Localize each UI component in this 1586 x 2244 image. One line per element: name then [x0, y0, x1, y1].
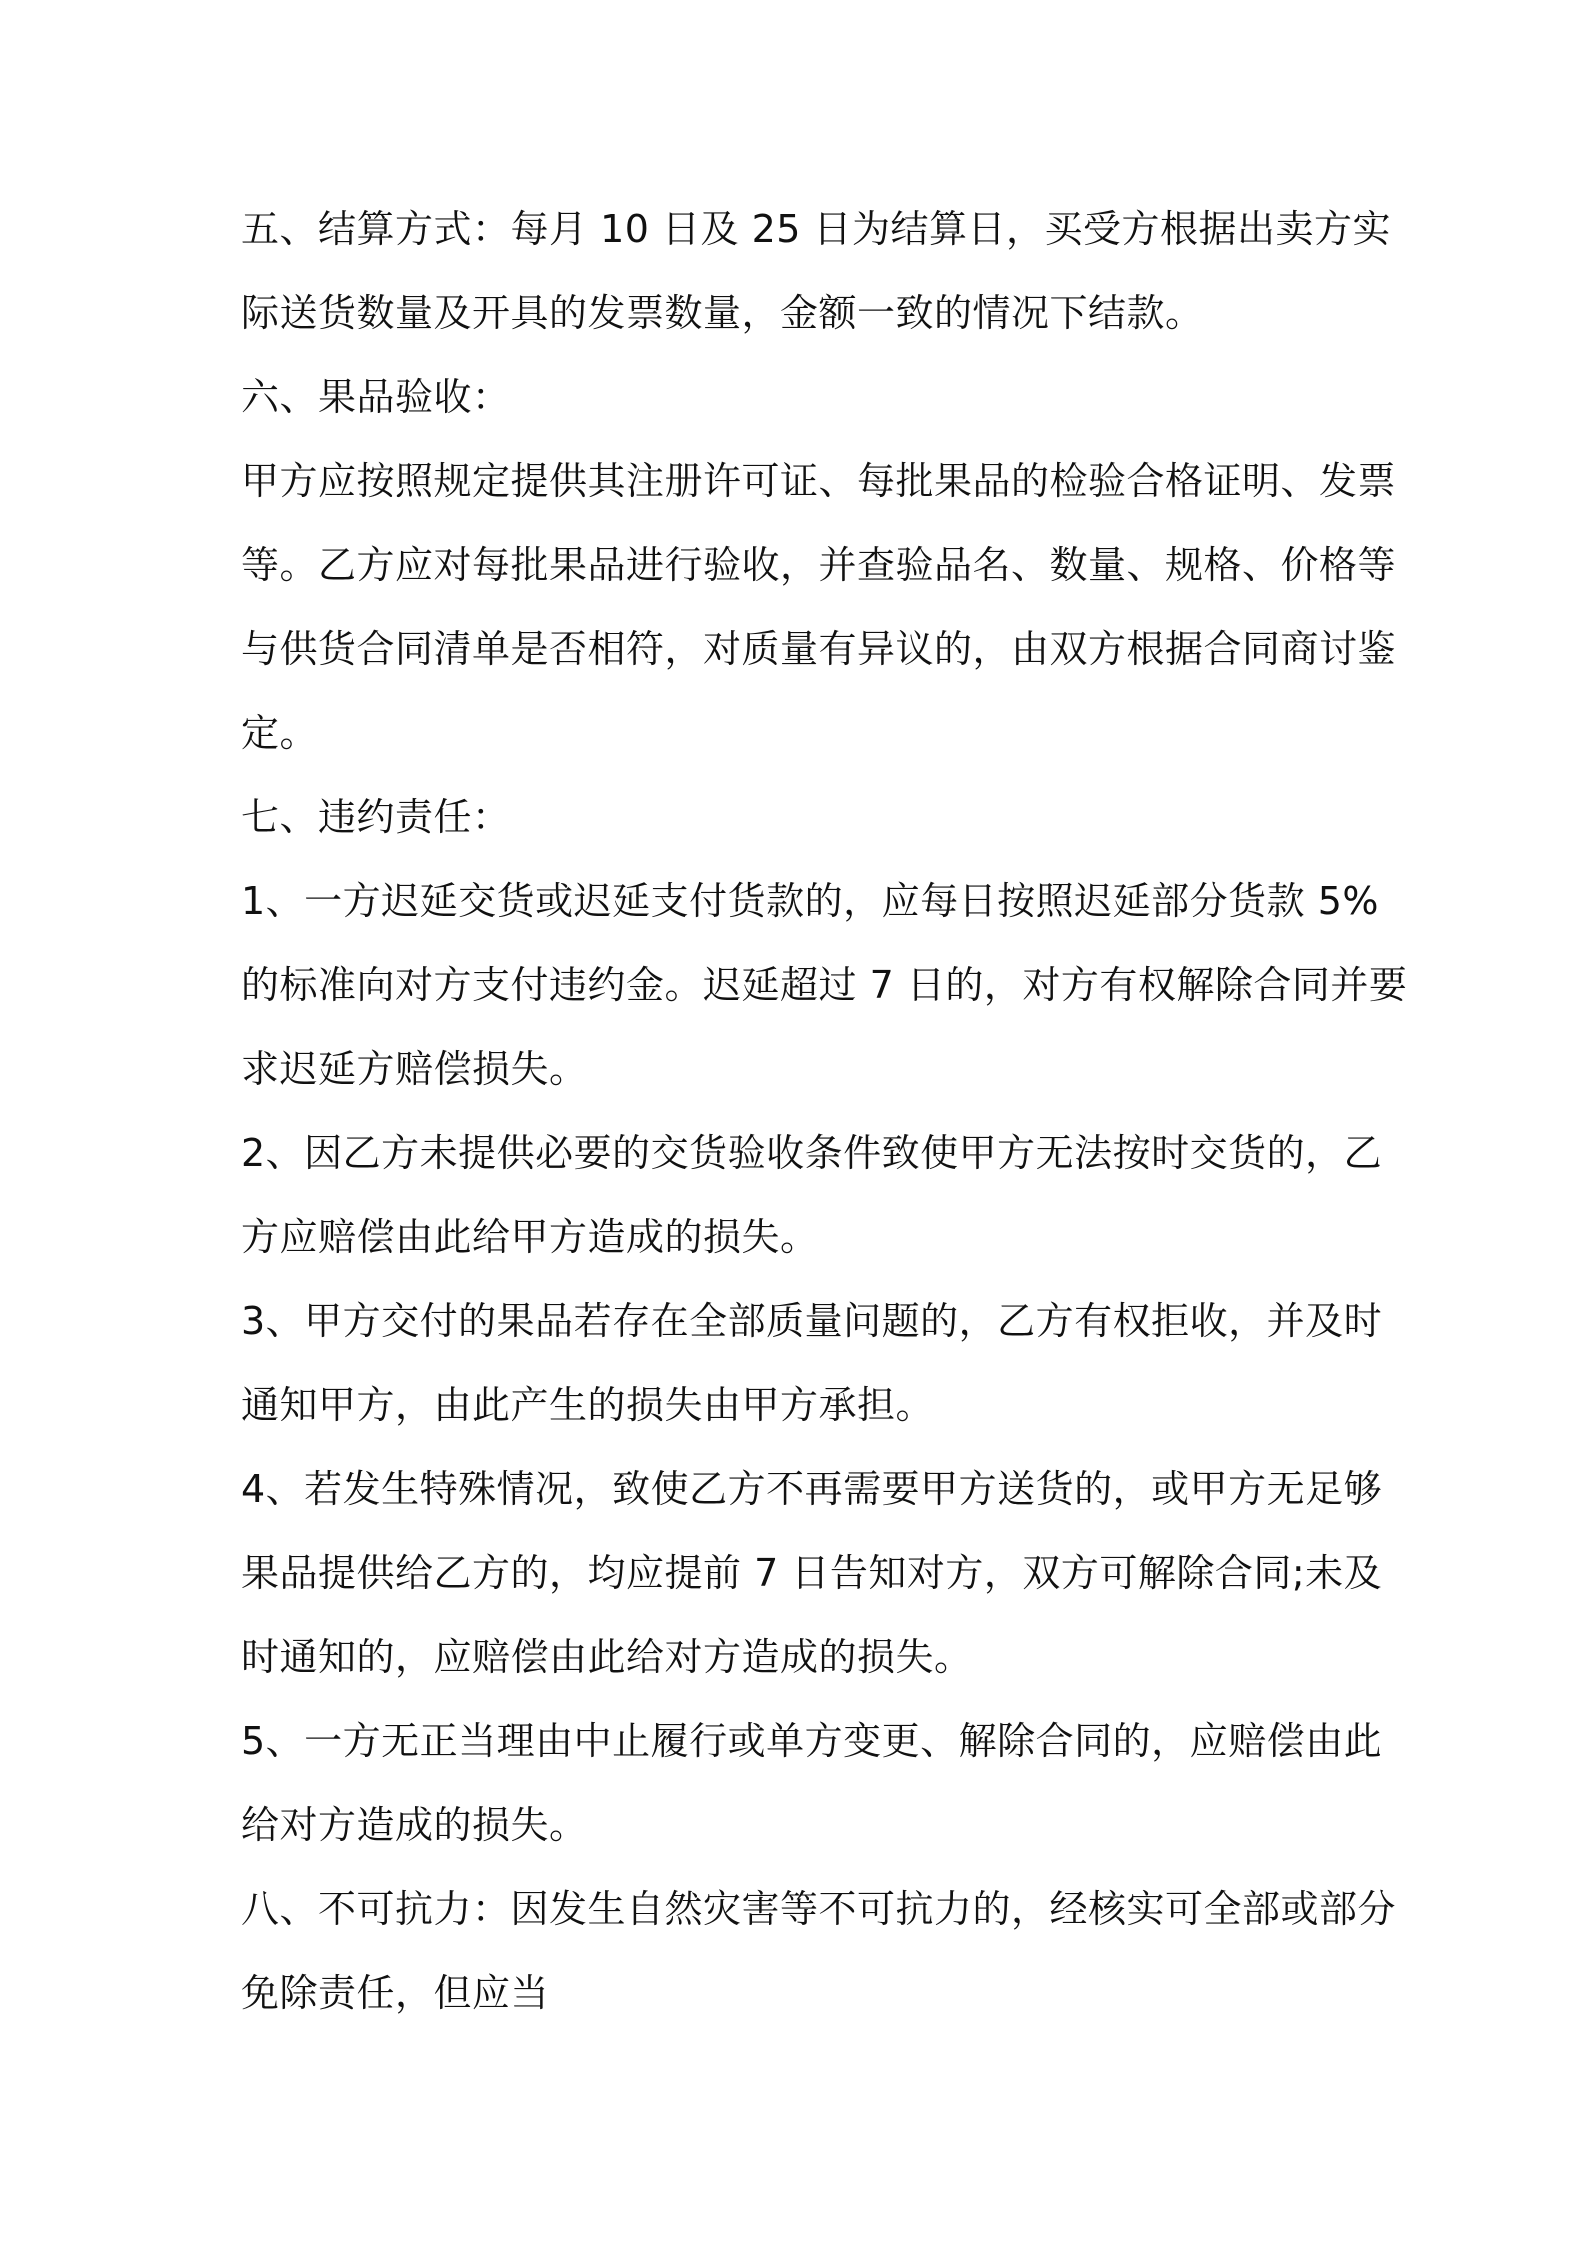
document-body — [241, 198, 1408, 2046]
section-heading: 七、违约责任： — [241, 795, 511, 839]
text-line: 定。 — [241, 711, 319, 755]
text-line: 3、甲方交付的果品若存在全部质量问题的，乙方有权拒收，并及时 — [241, 1299, 1383, 1343]
text-line: 与供货合同清单是否相符，对质量有异议的，由双方根据合同商讨鉴 — [241, 627, 1397, 671]
text-line: 际送货数量及开具的发票数量，金额一致的情况下结款。 — [241, 291, 1204, 335]
text-line: 方应赔偿由此给甲方造成的损失。 — [241, 1215, 819, 1259]
text-line: 给对方造成的损失。 — [241, 1803, 588, 1847]
text-line: 求迟延方赔偿损失。 — [241, 1047, 588, 1091]
text-line: 1、一方迟延交货或迟延支付货款的，应每日按照迟延部分货款 5% — [241, 879, 1380, 923]
text-line: 免除责任，但应当 — [241, 1971, 550, 2015]
text-line: 五、结算方式：每月 10 日及 25 日为结算日，买受方根据出卖方实 — [241, 207, 1392, 251]
text-line: 的标准向对方支付违约金。迟延超过 7 日的，对方有权解除合同并要 — [241, 963, 1408, 1007]
text-line: 等。乙方应对每批果品进行验收，并查验品名、数量、规格、价格等 — [241, 543, 1397, 587]
text-line: 通知甲方，由此产生的损失由甲方承担。 — [241, 1383, 935, 1427]
section-heading: 八、不可抗力：因发生自然灾害等不可抗力的，经核实可全部或部分 — [241, 1887, 1397, 1931]
text-line: 5、一方无正当理由中止履行或单方变更、解除合同的，应赔偿由此 — [241, 1719, 1383, 1763]
text-line: 2、因乙方未提供必要的交货验收条件致使甲方无法按时交货的，乙 — [241, 1131, 1383, 1175]
text-line: 时通知的，应赔偿由此给对方造成的损失。 — [241, 1635, 973, 1679]
text-line: 果品提供给乙方的，均应提前 7 日告知对方，双方可解除合同;未及 — [241, 1551, 1383, 1595]
text-line: 甲方应按照规定提供其注册许可证、每批果品的检验合格证明、发票 — [241, 459, 1397, 503]
section-heading: 六、果品验收： — [241, 375, 511, 419]
text-line: 4、若发生特殊情况，致使乙方不再需要甲方送货的，或甲方无足够 — [241, 1467, 1383, 1511]
